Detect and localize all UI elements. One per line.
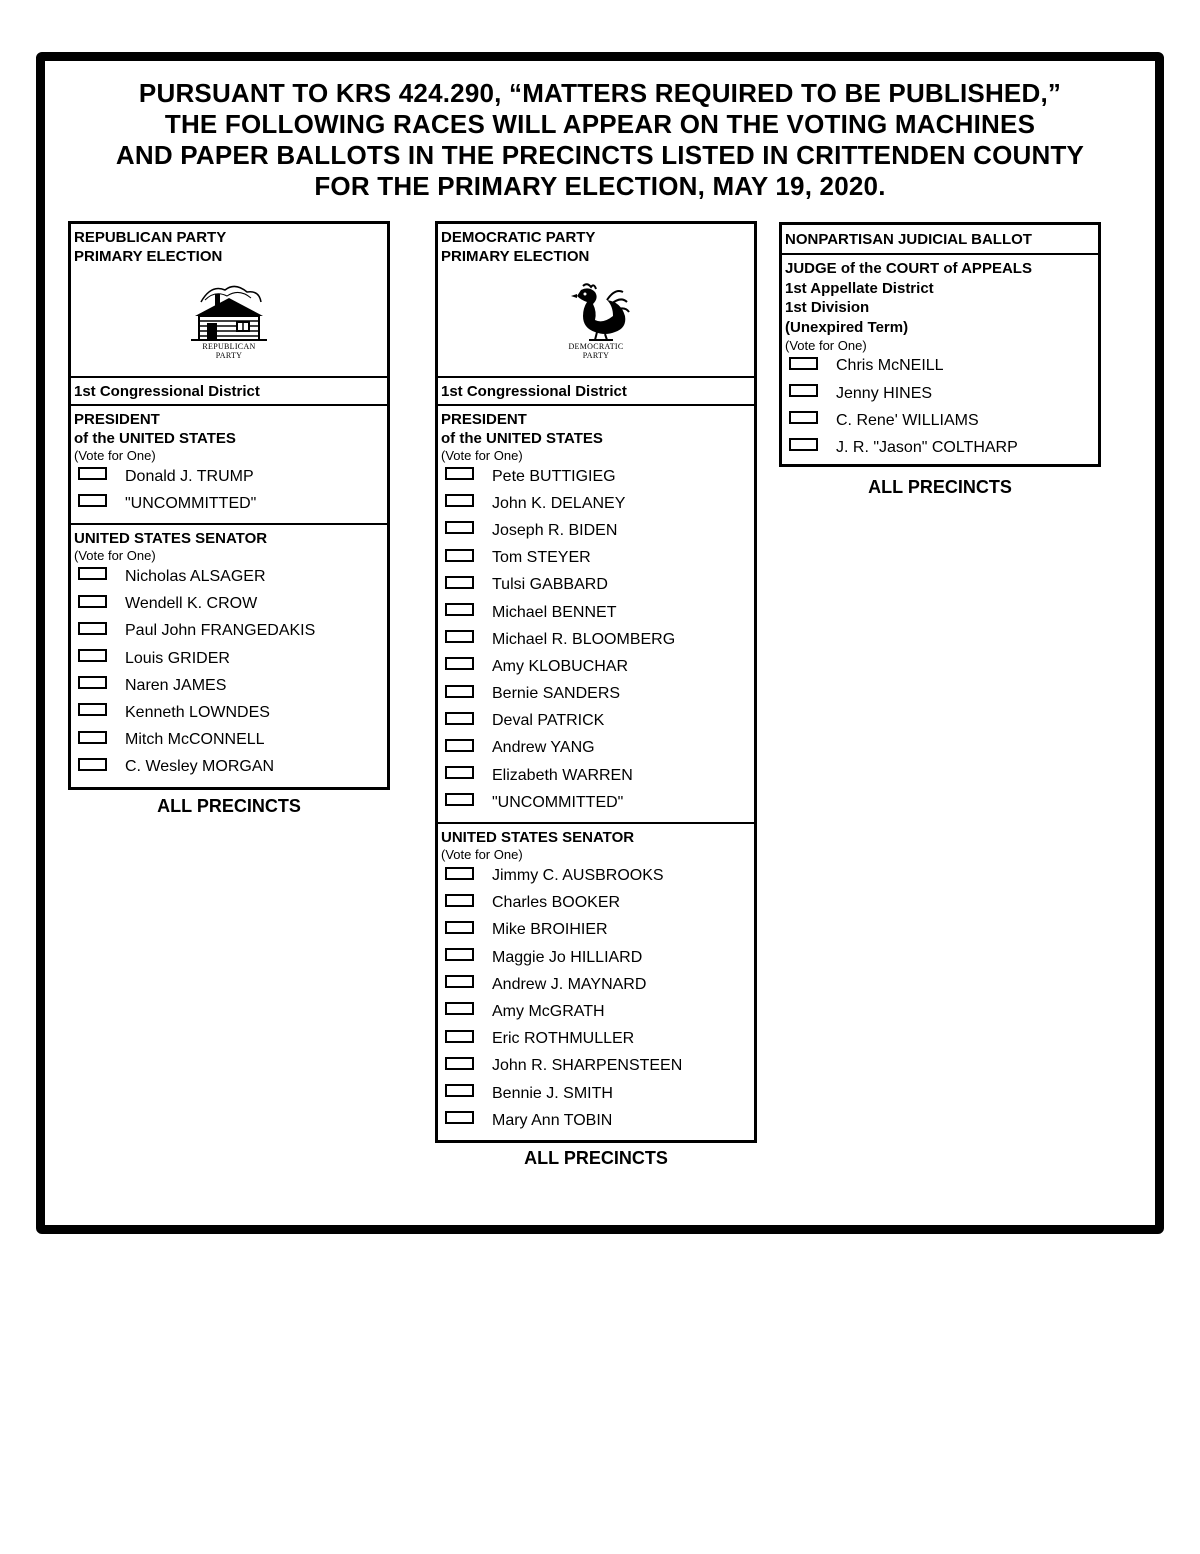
vote-checkbox[interactable]: [445, 894, 474, 907]
candidate-row[interactable]: [441, 1026, 751, 1053]
vote-checkbox[interactable]: [445, 494, 474, 507]
vote-instruction: (Vote for One): [441, 448, 523, 463]
candidate-row[interactable]: [441, 653, 751, 680]
democratic-emblem-caption-1: DEMOCRATIC: [568, 342, 624, 351]
race-district: 1st Appellate District: [785, 279, 934, 297]
vote-checkbox[interactable]: [78, 622, 107, 635]
vote-checkbox[interactable]: [78, 494, 107, 507]
vote-checkbox[interactable]: [445, 657, 474, 670]
candidate-name: Tulsi GABBARD: [492, 576, 608, 594]
vote-checkbox[interactable]: [78, 676, 107, 689]
vote-checkbox[interactable]: [445, 867, 474, 880]
vote-checkbox[interactable]: [445, 467, 474, 480]
candidate-row[interactable]: [785, 353, 1095, 380]
vote-checkbox[interactable]: [445, 1111, 474, 1124]
candidate-row[interactable]: [441, 862, 751, 889]
race-title: PRESIDENT: [74, 411, 160, 428]
democratic-emblem: [551, 282, 641, 360]
candidate-row[interactable]: [441, 890, 751, 917]
candidate-row[interactable]: [441, 681, 751, 708]
democratic-ballot: [435, 221, 757, 1143]
candidate-name: Paul John FRANGEDAKIS: [125, 622, 316, 640]
candidate-name: Louis GRIDER: [125, 649, 230, 667]
judicial-precincts: ALL PRECINCTS: [868, 477, 1012, 497]
vote-checkbox[interactable]: [78, 703, 107, 716]
vote-checkbox[interactable]: [445, 1057, 474, 1070]
vote-checkbox[interactable]: [789, 411, 818, 424]
republican-district: 1st Congressional District: [71, 378, 387, 406]
candidate-name: Mitch McCONNELL: [125, 731, 265, 749]
candidate-row[interactable]: [441, 1107, 751, 1134]
candidate-name: Amy KLOBUCHAR: [492, 657, 629, 675]
candidate-name: Donald J. TRUMP: [125, 467, 254, 485]
republican-emblem-caption-2: PARTY: [215, 351, 243, 360]
vote-checkbox[interactable]: [78, 567, 107, 580]
vote-checkbox[interactable]: [445, 948, 474, 961]
candidate-row[interactable]: [441, 626, 751, 653]
candidate-row[interactable]: [441, 971, 751, 998]
democratic-president-race: [438, 406, 754, 822]
candidate-row[interactable]: [441, 517, 751, 544]
candidate-row[interactable]: [785, 380, 1095, 407]
candidate-name: Charles BOOKER: [492, 894, 621, 912]
candidate-row[interactable]: [441, 762, 751, 789]
candidate-name: Andrew J. MAYNARD: [492, 975, 647, 993]
candidate-row[interactable]: [441, 490, 751, 517]
candidate-name: Mike BROIHIER: [492, 921, 608, 939]
candidate-row[interactable]: [441, 463, 751, 490]
candidate-row[interactable]: [74, 699, 384, 726]
candidate-row[interactable]: [74, 490, 384, 517]
vote-checkbox[interactable]: [445, 576, 474, 589]
candidate-name: Joseph R. BIDEN: [492, 521, 618, 539]
candidate-row[interactable]: [785, 407, 1095, 434]
republican-election-type: PRIMARY ELECTION: [74, 248, 223, 265]
candidate-name: Michael R. BLOOMBERG: [492, 630, 676, 648]
candidate-name: C. Rene' WILLIAMS: [836, 411, 979, 429]
candidate-name: John R. SHARPENSTEEN: [492, 1057, 683, 1075]
vote-checkbox[interactable]: [445, 603, 474, 616]
vote-instruction: (Vote for One): [74, 548, 156, 564]
vote-checkbox[interactable]: [789, 357, 818, 370]
candidate-row[interactable]: [441, 789, 751, 816]
republican-emblem: [184, 282, 274, 360]
vote-checkbox[interactable]: [78, 731, 107, 744]
candidate-name: J. R. "Jason" COLTHARP: [836, 438, 1018, 456]
candidate-row[interactable]: [74, 727, 384, 754]
race-division: 1st Division: [785, 299, 870, 317]
candidate-name: Amy McGRATH: [492, 1002, 605, 1020]
republican-president-race: [71, 406, 387, 523]
candidate-row[interactable]: [74, 672, 384, 699]
race-title: PRESIDENT: [441, 411, 527, 428]
vote-checkbox[interactable]: [445, 712, 474, 725]
candidate-name: Elizabeth WARREN: [492, 766, 633, 784]
vote-checkbox[interactable]: [445, 630, 474, 643]
vote-checkbox[interactable]: [78, 467, 107, 480]
candidate-row[interactable]: [74, 618, 384, 645]
candidate-row[interactable]: [441, 998, 751, 1025]
vote-checkbox[interactable]: [789, 384, 818, 397]
vote-checkbox[interactable]: [445, 975, 474, 988]
candidate-name: Tom STEYER: [492, 549, 591, 567]
candidate-row[interactable]: [74, 463, 384, 490]
candidate-row[interactable]: [74, 645, 384, 672]
heading-line-2: THE FOLLOWING RACES WILL APPEAR ON THE VOTING MACHINES: [164, 109, 1036, 139]
vote-checkbox[interactable]: [445, 1002, 474, 1015]
candidate-row[interactable]: [74, 754, 384, 781]
democratic-precincts: ALL PRECINCTS: [524, 1148, 668, 1168]
judicial-ballot-header: NONPARTISAN JUDICIAL BALLOT: [782, 225, 1098, 255]
republican-party-name: REPUBLICAN PARTY: [74, 229, 227, 246]
notice-heading: [60, 78, 1140, 202]
candidate-name: Kenneth LOWNDES: [125, 703, 270, 721]
race-subtitle: of the UNITED STATES: [441, 430, 603, 447]
republican-senator-race: [71, 523, 387, 787]
democratic-emblem-caption-2: PARTY: [582, 351, 610, 360]
vote-checkbox[interactable]: [445, 1030, 474, 1043]
candidate-row[interactable]: [441, 1080, 751, 1107]
vote-checkbox[interactable]: [445, 739, 474, 752]
candidate-name: Jimmy C. AUSBROOKS: [492, 867, 664, 885]
democratic-party-name: DEMOCRATIC PARTY: [441, 229, 596, 246]
candidate-name: Deval PATRICK: [492, 712, 605, 730]
vote-checkbox[interactable]: [445, 521, 474, 534]
race-term: (Unexpired Term): [785, 319, 909, 337]
vote-instruction: (Vote for One): [785, 337, 867, 353]
vote-checkbox[interactable]: [78, 649, 107, 662]
republican-emblem-caption-1: REPUBLICAN: [202, 342, 256, 351]
candidate-row[interactable]: [441, 944, 751, 971]
candidate-name: John K. DELANEY: [492, 494, 626, 512]
candidate-row[interactable]: [441, 917, 751, 944]
judicial-race: [782, 255, 1098, 464]
candidate-name: "UNCOMMITTED": [125, 494, 257, 512]
candidate-name: Michael BENNET: [492, 603, 617, 621]
candidate-row[interactable]: [441, 545, 751, 572]
republican-party-header: [71, 224, 387, 378]
candidate-name: Eric ROTHMULLER: [492, 1030, 635, 1048]
candidate-name: Chris McNEILL: [836, 357, 944, 375]
democratic-election-type: PRIMARY ELECTION: [441, 248, 590, 265]
candidate-name: C. Wesley MORGAN: [125, 758, 275, 776]
candidate-name: Nicholas ALSAGER: [125, 567, 266, 585]
democratic-district: 1st Congressional District: [438, 378, 754, 406]
candidate-row[interactable]: [441, 735, 751, 762]
candidate-name: Naren JAMES: [125, 676, 227, 694]
vote-instruction: (Vote for One): [441, 847, 523, 863]
candidate-row[interactable]: [785, 434, 1095, 461]
heading-line-3: AND PAPER BALLOTS IN THE PRECINCTS LISTED IN CRITTENDEN COUNTY: [115, 140, 1085, 170]
candidate-name: Mary Ann TOBIN: [492, 1111, 613, 1129]
vote-checkbox[interactable]: [789, 438, 818, 451]
republican-ballot: [68, 221, 390, 790]
candidate-row[interactable]: [441, 708, 751, 735]
candidate-name: Bennie J. SMITH: [492, 1084, 613, 1102]
vote-checkbox[interactable]: [445, 685, 474, 698]
vote-checkbox[interactable]: [445, 921, 474, 934]
heading-line-4: FOR THE PRIMARY ELECTION, MAY 19, 2020.: [314, 171, 886, 201]
vote-checkbox[interactable]: [445, 766, 474, 779]
democratic-senator-race: [438, 822, 754, 1140]
race-title: UNITED STATES SENATOR: [441, 829, 635, 847]
candidate-name: Wendell K. CROW: [125, 595, 258, 613]
vote-checkbox[interactable]: [78, 595, 107, 608]
candidate-name: Andrew YANG: [492, 739, 595, 757]
race-subtitle: of the UNITED STATES: [74, 430, 236, 447]
candidate-row[interactable]: [74, 591, 384, 618]
candidate-row[interactable]: [441, 1053, 751, 1080]
candidate-name: Pete BUTTIGIEG: [492, 467, 616, 485]
candidate-row[interactable]: [441, 572, 751, 599]
race-title: UNITED STATES SENATOR: [74, 530, 268, 548]
candidate-row[interactable]: [74, 563, 384, 590]
democratic-party-header: [438, 224, 754, 378]
heading-line-1: PURSUANT TO KRS 424.290, “MATTERS REQUIRED TO BE PUBLISHED,”: [138, 78, 1062, 108]
candidate-name: "UNCOMMITTED": [492, 793, 624, 811]
candidate-name: Jenny HINES: [836, 384, 933, 402]
vote-instruction: (Vote for One): [74, 448, 156, 463]
race-title: JUDGE of the COURT of APPEALS: [785, 260, 1032, 277]
candidate-row[interactable]: [441, 599, 751, 626]
candidate-name: Bernie SANDERS: [492, 685, 621, 703]
vote-checkbox[interactable]: [445, 549, 474, 562]
judicial-ballot: [779, 222, 1101, 467]
republican-precincts: ALL PRECINCTS: [157, 796, 301, 816]
vote-checkbox[interactable]: [445, 1084, 474, 1097]
vote-checkbox[interactable]: [78, 758, 107, 771]
candidate-name: Maggie Jo HILLIARD: [492, 948, 643, 966]
log-cabin-icon: [191, 282, 267, 342]
vote-checkbox[interactable]: [445, 793, 474, 806]
rooster-icon: [561, 282, 631, 342]
